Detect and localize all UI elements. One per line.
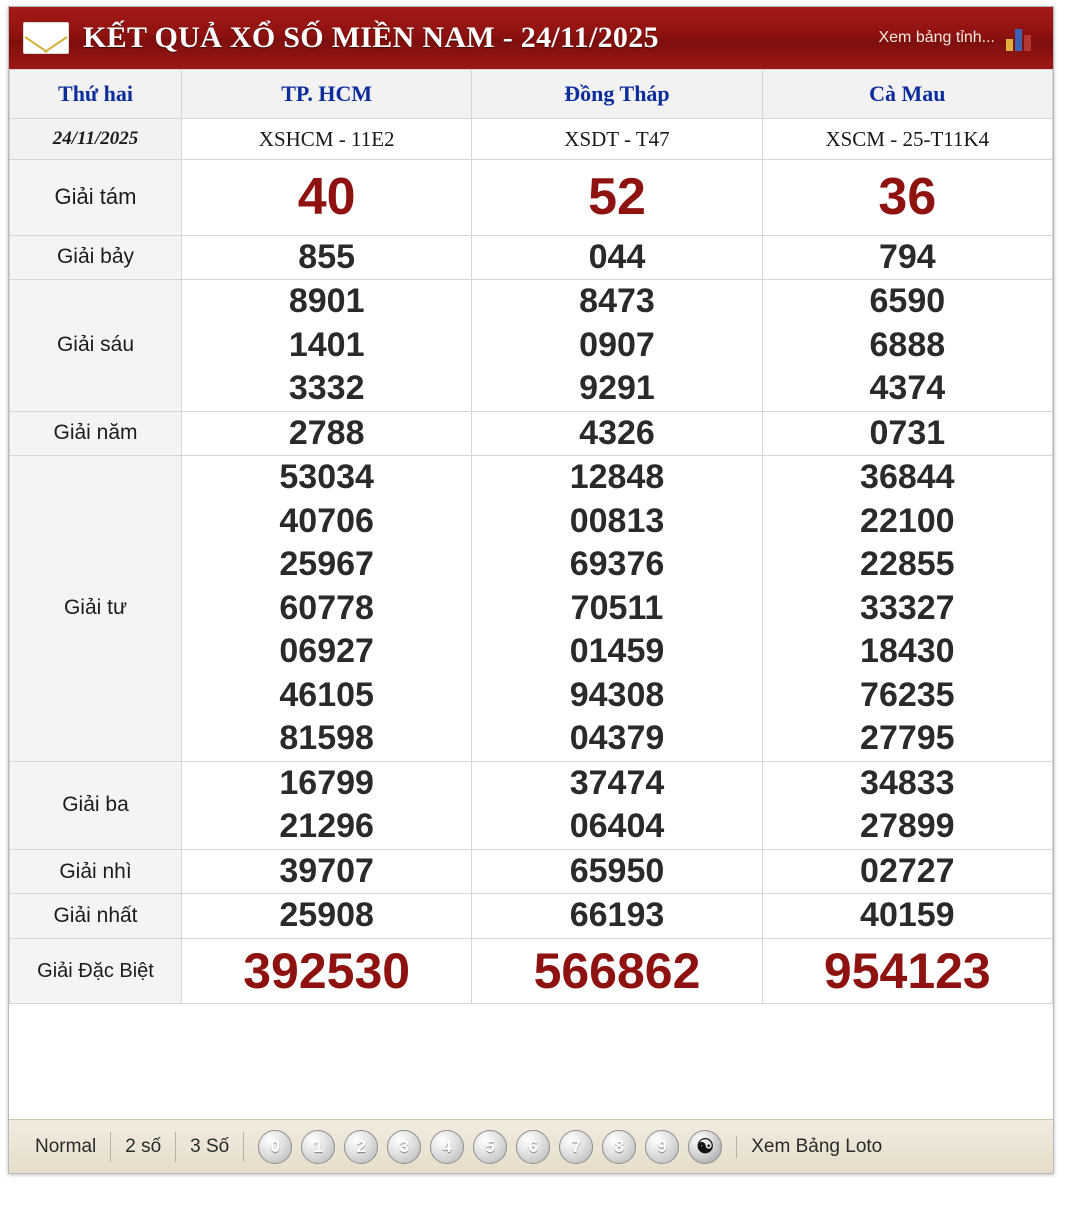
number: 40159 [860, 896, 955, 935]
number: 06404 [569, 807, 665, 846]
number: 36844 [860, 458, 955, 497]
digit-ball-3[interactable]: 3 [387, 1130, 421, 1164]
prize-label: Giải nhất [10, 894, 182, 939]
number: 12848 [569, 458, 665, 497]
toolbar-two-digit[interactable]: 2 số [125, 1135, 162, 1157]
prize-row-three [10, 761, 1053, 849]
number: 39707 [279, 851, 374, 890]
number: 69376 [569, 545, 665, 584]
number: 855 [298, 237, 356, 276]
prize-numbers-1 [182, 411, 472, 456]
number: 27795 [860, 719, 955, 758]
number: 25967 [279, 545, 374, 584]
prize-label: Giải nhì [10, 849, 182, 894]
bar-chart-icon[interactable] [1005, 25, 1035, 51]
prize-numbers-1 [182, 938, 472, 1004]
prize-row-five [10, 411, 1053, 456]
digit-filter-group [244, 1130, 736, 1164]
number: 794 [878, 237, 936, 276]
prize-numbers-1 [182, 160, 472, 236]
number: 00813 [569, 501, 665, 540]
number: 70511 [570, 588, 664, 627]
view-province-table-link[interactable]: Xem bảng tỉnh... [878, 29, 995, 46]
prize-numbers-2 [472, 280, 762, 412]
prize-numbers-3 [762, 894, 1052, 939]
toolbar-three-digit[interactable]: 3 Số [190, 1135, 230, 1157]
digit-ball-6[interactable]: 6 [516, 1130, 550, 1164]
prize-label: Giải năm [10, 411, 182, 456]
number: 0907 [579, 325, 655, 364]
header-actions [878, 25, 1039, 51]
prize-label: Giải Đặc Biệt [10, 938, 182, 1004]
number: 392530 [243, 942, 411, 999]
prize-row-two [10, 849, 1053, 894]
table-header-row [10, 70, 1053, 119]
prize-numbers-3 [762, 938, 1052, 1004]
digit-ball-1[interactable]: 1 [301, 1130, 335, 1164]
number: 65950 [569, 851, 665, 890]
number: 34833 [860, 763, 955, 802]
number: 04379 [569, 719, 665, 758]
number: 4374 [869, 369, 946, 408]
ticket-code-1: XSHCM - 11E2 [182, 119, 472, 160]
prize-numbers-3 [762, 411, 1052, 456]
page-bottom-strip [0, 1182, 1066, 1214]
ticket-code-2: XSDT - T47 [472, 119, 762, 160]
number: 6888 [869, 325, 946, 364]
panel-header [9, 7, 1053, 69]
lottery-result-panel [8, 6, 1054, 1174]
number: 954123 [823, 942, 991, 999]
digit-ball-7[interactable]: 7 [559, 1130, 593, 1164]
number: 27899 [860, 807, 955, 846]
digit-ball-9[interactable]: 9 [645, 1130, 679, 1164]
bottom-toolbar [9, 1119, 1053, 1173]
table-head [10, 70, 1053, 119]
number: 9291 [579, 369, 655, 408]
yin-yang-icon[interactable]: ☯ [688, 1130, 722, 1164]
prize-numbers-3 [762, 849, 1052, 894]
number: 4326 [579, 413, 655, 452]
digit-ball-4[interactable]: 4 [430, 1130, 464, 1164]
prize-label: Giải ba [10, 761, 182, 849]
prize-row-seven [10, 235, 1053, 280]
number: 8901 [288, 282, 365, 321]
number: 22855 [860, 545, 955, 584]
prize-row-six [10, 280, 1053, 412]
number: 46105 [279, 675, 374, 714]
digit-ball-2[interactable]: 2 [344, 1130, 378, 1164]
ticket-code-3: XSCM - 25-T11K4 [762, 119, 1052, 160]
number: 3332 [288, 369, 365, 408]
number: 36 [878, 168, 937, 226]
number: 33327 [860, 588, 955, 627]
prize-numbers-2 [472, 761, 762, 849]
ticket-code-row [10, 119, 1053, 160]
column-header-province-1[interactable]: TP. HCM [182, 70, 472, 119]
prize-numbers-2 [472, 938, 762, 1004]
column-header-province-2[interactable]: Đồng Tháp [472, 70, 762, 119]
prize-numbers-2 [472, 894, 762, 939]
number: 044 [588, 237, 646, 276]
number: 37474 [569, 763, 665, 802]
number: 40706 [279, 501, 374, 540]
prize-numbers-1 [182, 235, 472, 280]
number: 1401 [288, 325, 365, 364]
toolbar-mode-normal[interactable]: Normal [35, 1135, 97, 1157]
number: 2788 [288, 413, 365, 452]
number: 25908 [279, 896, 374, 935]
prize-numbers-2 [472, 160, 762, 236]
prize-numbers-2 [472, 235, 762, 280]
number: 01459 [569, 632, 665, 671]
prize-row-one [10, 894, 1053, 939]
prize-numbers-3 [762, 160, 1052, 236]
number: 0731 [869, 413, 946, 452]
prize-label: Giải bảy [10, 235, 182, 280]
prize-row-eight [10, 160, 1053, 236]
prize-numbers-1 [182, 849, 472, 894]
digit-ball-5[interactable]: 5 [473, 1130, 507, 1164]
prize-row-four [10, 456, 1053, 762]
prize-label: Giải sáu [10, 280, 182, 412]
prize-label: Giải tư [10, 456, 182, 762]
number: 76235 [860, 675, 955, 714]
prize-numbers-2 [472, 456, 762, 762]
prize-numbers-1 [182, 280, 472, 412]
number: 81598 [279, 719, 374, 758]
number: 94308 [569, 675, 665, 714]
column-header-province-3[interactable]: Cà Mau [762, 70, 1052, 119]
number: 18430 [860, 632, 955, 671]
prize-numbers-3 [762, 235, 1052, 280]
number: 60778 [279, 588, 374, 627]
results-table [9, 69, 1053, 1004]
draw-date: 24/11/2025 [10, 119, 182, 160]
prize-label: Giải tám [10, 160, 182, 236]
number: 21296 [279, 807, 374, 846]
results-board [9, 69, 1053, 1119]
digit-ball-0[interactable]: 0 [258, 1130, 292, 1164]
page-title: KẾT QUẢ XỔ SỐ MIỀN NAM - 24/11/2025 [83, 21, 659, 54]
number: 566862 [533, 942, 701, 999]
prize-numbers-3 [762, 456, 1052, 762]
view-loto-table-button[interactable]: Xem Bảng Loto [736, 1136, 882, 1158]
number: 53034 [279, 458, 374, 497]
prize-row-special [10, 938, 1053, 1004]
prize-numbers-3 [762, 280, 1052, 412]
column-header-day: Thứ hai [10, 70, 182, 119]
number: 52 [588, 168, 646, 226]
number: 40 [297, 168, 356, 226]
digit-ball-8[interactable]: 8 [602, 1130, 636, 1164]
prize-numbers-1 [182, 761, 472, 849]
number: 02727 [860, 851, 955, 890]
prize-numbers-2 [472, 411, 762, 456]
number: 16799 [279, 763, 374, 802]
prize-numbers-1 [182, 456, 472, 762]
prize-numbers-3 [762, 761, 1052, 849]
number: 8473 [579, 282, 655, 321]
number: 22100 [860, 501, 955, 540]
table-body [10, 119, 1053, 1004]
number: 66193 [569, 896, 665, 935]
mail-icon [23, 22, 69, 54]
prize-numbers-1 [182, 894, 472, 939]
number: 06927 [279, 632, 374, 671]
prize-numbers-2 [472, 849, 762, 894]
number: 6590 [869, 282, 946, 321]
